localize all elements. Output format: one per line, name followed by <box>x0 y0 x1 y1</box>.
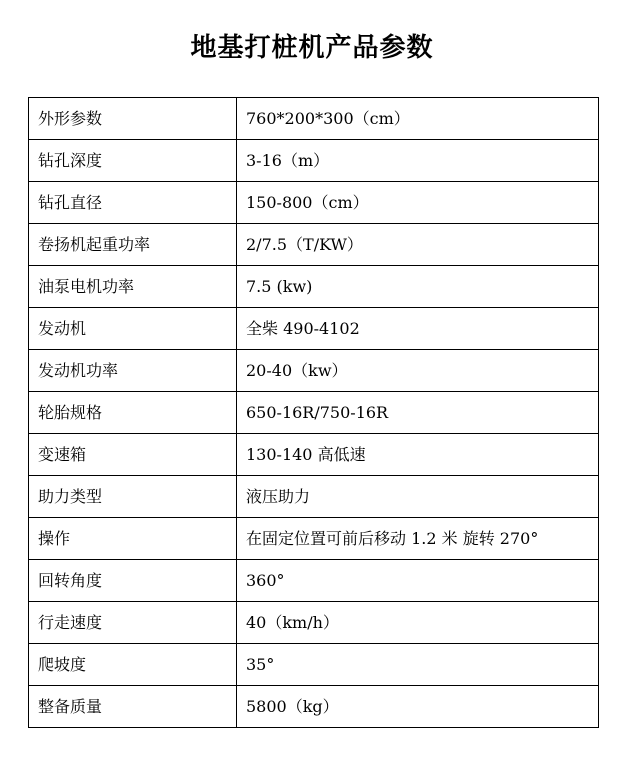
param-value: 35° <box>237 644 599 686</box>
table-row <box>29 98 599 140</box>
table-row <box>29 602 599 644</box>
table-row <box>29 182 599 224</box>
param-label: 油泵电机功率 <box>29 266 237 308</box>
param-label: 钻孔深度 <box>29 140 237 182</box>
param-value: 20-40（kw） <box>237 350 599 392</box>
param-value: 在固定位置可前后移动 1.2 米 旋转 270° <box>237 518 599 560</box>
table-row <box>29 392 599 434</box>
table-row <box>29 476 599 518</box>
param-label: 整备质量 <box>29 686 237 728</box>
param-label: 卷扬机起重功率 <box>29 224 237 266</box>
table-row <box>29 560 599 602</box>
param-value: 650-16R/750-16R <box>237 392 599 434</box>
parameters-table-body <box>29 98 599 728</box>
param-value: 3-16（m） <box>237 140 599 182</box>
table-row <box>29 686 599 728</box>
param-value: 130-140 高低速 <box>237 434 599 476</box>
table-row <box>29 644 599 686</box>
param-value: 2/7.5（T/KW） <box>237 224 599 266</box>
table-row <box>29 308 599 350</box>
table-row <box>29 350 599 392</box>
table-row <box>29 266 599 308</box>
page-title: 地基打桩机产品参数 <box>190 33 434 63</box>
param-value: 液压助力 <box>237 476 599 518</box>
param-label: 轮胎规格 <box>29 392 237 434</box>
param-value: 360° <box>237 560 599 602</box>
table-row <box>29 434 599 476</box>
param-value: 40（km/h） <box>237 602 599 644</box>
table-row <box>29 518 599 560</box>
param-label: 外形参数 <box>29 98 237 140</box>
param-value: 全柴 490-4102 <box>237 308 599 350</box>
param-label: 发动机 <box>29 308 237 350</box>
table-row <box>29 140 599 182</box>
param-label: 操作 <box>29 518 237 560</box>
param-value: 7.5 (kw) <box>237 266 599 308</box>
param-value: 760*200*300（cm） <box>237 98 599 140</box>
param-label: 行走速度 <box>29 602 237 644</box>
param-label: 助力类型 <box>29 476 237 518</box>
param-label: 回转角度 <box>29 560 237 602</box>
param-value: 5800（kg） <box>237 686 599 728</box>
parameters-table <box>28 97 599 728</box>
table-row <box>29 224 599 266</box>
param-label: 钻孔直径 <box>29 182 237 224</box>
param-label: 变速箱 <box>29 434 237 476</box>
param-label: 爬坡度 <box>29 644 237 686</box>
param-label: 发动机功率 <box>29 350 237 392</box>
param-value: 150-800（cm） <box>237 182 599 224</box>
